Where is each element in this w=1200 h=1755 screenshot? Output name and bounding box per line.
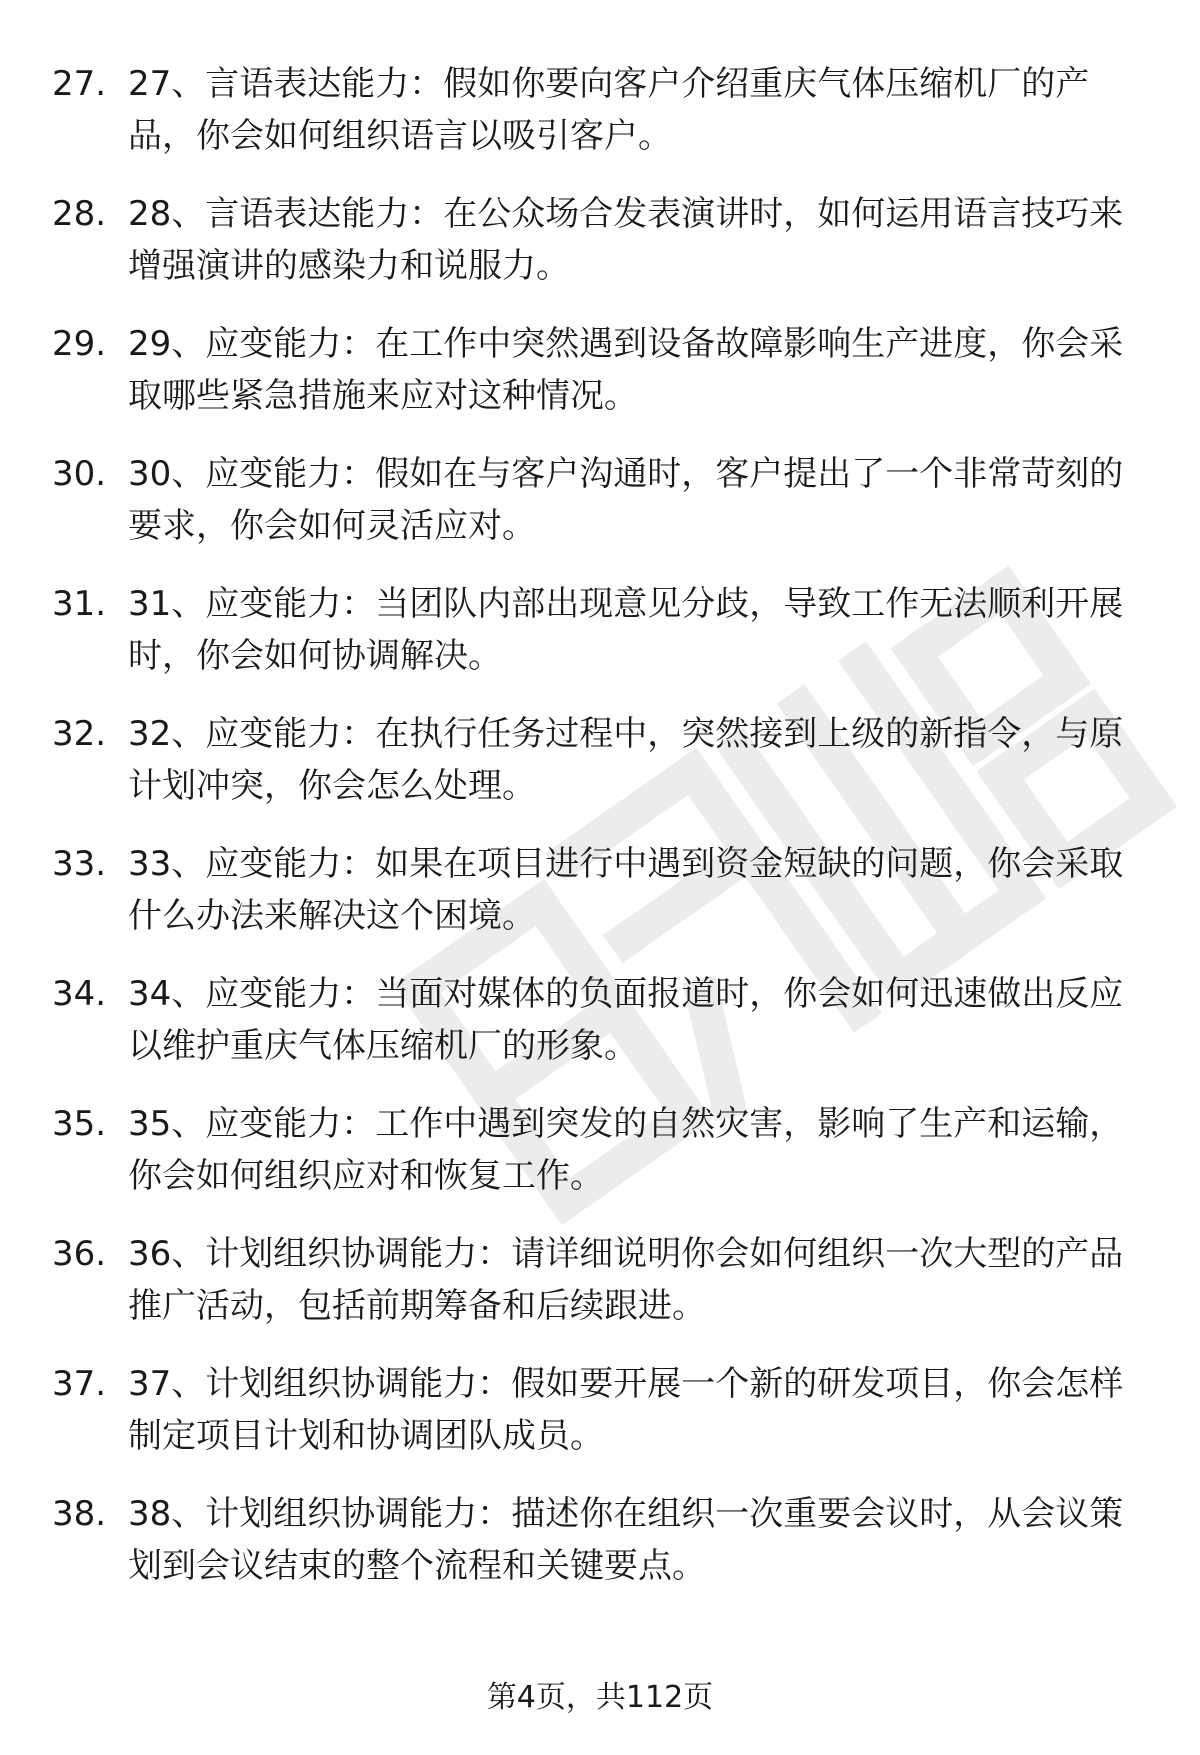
list-item-number: 27. [52,64,107,104]
list-item [0,708,1200,838]
list-item [0,1488,1200,1618]
list-item-text: 30、应变能力：假如在与客户沟通时，客户提出了一个非常苛刻的要求，你会如何灵活应对。 [128,454,1124,546]
list-item-text: 37、计划组织协调能力：假如要开展一个新的研发项目，你会怎样制定项目计划和协调团队成员。 [128,1364,1124,1456]
list-item [0,1358,1200,1488]
list-item-number: 30. [52,454,107,494]
list-item-number: 28. [52,194,107,234]
list-item-number: 31. [52,584,107,624]
list-item [0,448,1200,578]
list-item [0,318,1200,448]
list-item [0,838,1200,968]
list-item-number: 32. [52,714,107,754]
page-footer [0,1678,1200,1718]
list-item [0,188,1200,318]
list-item [0,1098,1200,1228]
list-item-number: 36. [52,1234,107,1274]
list-item-text: 32、应变能力：在执行任务过程中，突然接到上级的新指令，与原计划冲突，你会怎么处理。 [128,714,1124,806]
list-item-text: 34、应变能力：当面对媒体的负面报道时，你会如何迅速做出反应以维护重庆气体压缩机厂的形象。 [128,974,1124,1066]
list-item [0,968,1200,1098]
list-item [0,58,1200,188]
page-number-label: 第4页，共112页 [486,1680,714,1715]
list-item-text: 28、言语表达能力：在公众场合发表演讲时，如何运用语言技巧来增强演讲的感染力和说服力。 [128,194,1124,286]
list-item-text: 35、应变能力：工作中遇到突发的自然灾害，影响了生产和运输，你会如何组织应对和恢复工作。 [128,1104,1124,1196]
list-item-text: 36、计划组织协调能力：请详细说明你会如何组织一次大型的产品推广活动，包括前期筹备和后续跟进。 [128,1234,1124,1326]
list-item-text: 29、应变能力：在工作中突然遇到设备故障影响生产进度，你会采取哪些紧急措施来应对这种情况。 [128,324,1124,416]
list-item [0,1228,1200,1358]
list-item-number: 35. [52,1104,107,1144]
list-item-text: 38、计划组织协调能力：描述你在组织一次重要会议时，从会议策划到会议结束的整个流程和关键要点。 [128,1494,1124,1586]
question-list [0,58,1200,1618]
list-item-number: 37. [52,1364,107,1404]
list-item-number: 34. [52,974,107,1014]
list-item-number: 29. [52,324,107,364]
list-item-number: 33. [52,844,107,884]
list-item-text: 31、应变能力：当团队内部出现意见分歧，导致工作无法顺利开展时，你会如何协调解决。 [128,584,1124,676]
list-item [0,578,1200,708]
list-item-number: 38. [52,1494,107,1534]
list-item-text: 33、应变能力：如果在项目进行中遇到资金短缺的问题，你会采取什么办法来解决这个困境。 [128,844,1124,936]
list-item-text: 27、言语表达能力：假如你要向客户介绍重庆气体压缩机厂的产品，你会如何组织语言以吸引客户。 [128,64,1090,156]
